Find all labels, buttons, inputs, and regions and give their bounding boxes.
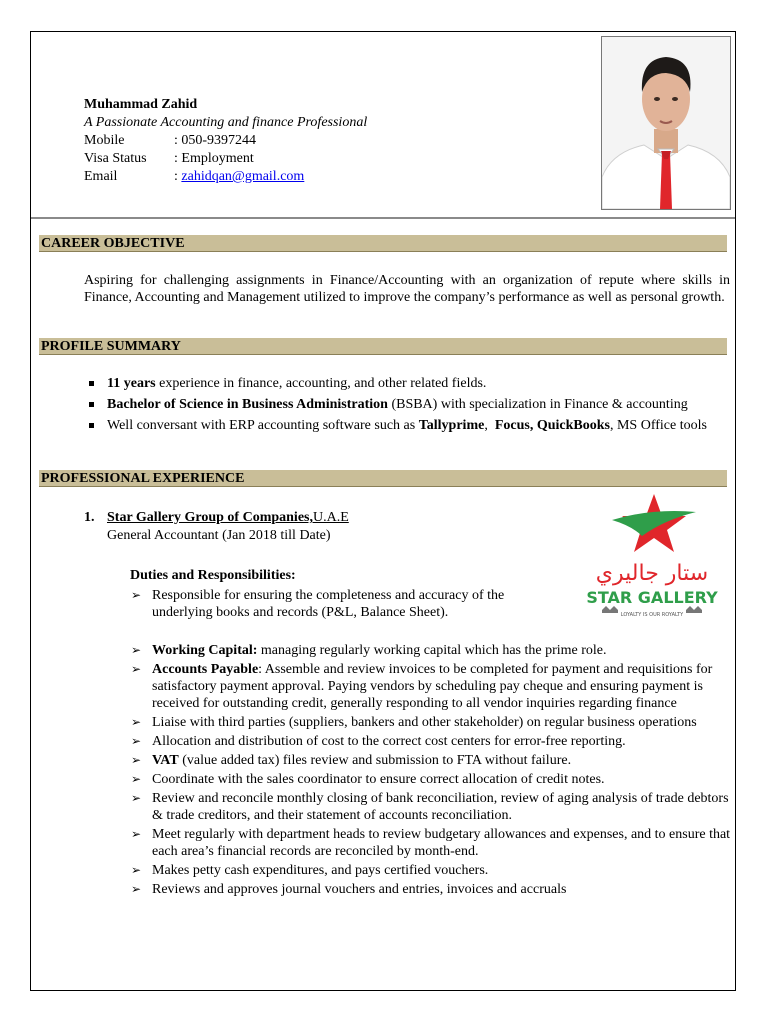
list-item [131, 661, 731, 712]
company-name: Star Gallery Group of Companies, [107, 510, 313, 525]
square-bullet-icon [89, 402, 94, 407]
section-heading-profile-summary: PROFILE SUMMARY [39, 338, 727, 355]
arrow-bullet-icon: ➢ [131, 662, 142, 676]
candidate-tagline: A Passionate Accounting and finance Professional [84, 115, 368, 130]
arrow-bullet-icon: ➢ [131, 827, 142, 841]
summary-text: experience in finance, accounting, and other related fields. [155, 376, 487, 391]
summary-text: Well conversant with ERP accounting software such as [107, 418, 419, 433]
arrow-bullet-icon: ➢ [131, 882, 142, 896]
duties-list [131, 642, 731, 900]
summary-bold-text: Focus, QuickBooks [494, 418, 610, 433]
arrow-bullet-icon: ➢ [131, 734, 142, 748]
list-item [131, 587, 541, 621]
section-heading-career-objective: CAREER OBJECTIVE [39, 235, 727, 252]
contact-label: Email [84, 169, 118, 184]
contact-prefix: : [174, 169, 182, 184]
duty-text: managing regularly working capital which has the prime role. [257, 643, 607, 658]
square-bullet-icon [89, 423, 94, 428]
summary-text: (BSBA) with specialization in Finance & accounting [387, 397, 688, 412]
logo-arabic-text: ستار جاليري [595, 561, 709, 586]
list-item [131, 642, 731, 659]
job-entry [84, 509, 349, 545]
arrow-bullet-icon: ➢ [131, 588, 142, 602]
career-objective-text: Aspiring for challenging assignments in Finance/Accounting with an organization of repute where skills in Finance, Accounting and Management utilized to improve the company’s performance as well as personal growth. [84, 273, 730, 305]
duty-bold-text: Working Capital: [152, 643, 258, 658]
email-link[interactable]: zahidqan@gmail.com [181, 169, 305, 184]
contact-block [84, 96, 367, 186]
crown-icon [602, 606, 618, 613]
list-item [131, 771, 731, 788]
contact-value: : Employment [174, 151, 254, 166]
section-heading-professional-experience: PROFESSIONAL EXPERIENCE [39, 470, 727, 487]
arrow-bullet-icon: ➢ [131, 643, 142, 657]
list-item [87, 417, 730, 434]
arrow-bullet-icon: ➢ [131, 772, 142, 786]
duty-text: Meet regularly with department heads to review budgetary allowances and expenses, and to ensure that each area’s financial records are reconciled by month-end. [152, 827, 731, 859]
duty-text: Allocation and distribution of cost to the correct cost centers for error-free reporting. [152, 734, 626, 749]
arrow-bullet-icon: ➢ [131, 753, 142, 767]
contact-value: : 050-9397244 [174, 133, 257, 148]
profile-summary-list [87, 375, 730, 438]
summary-text: , [484, 418, 495, 433]
square-bullet-icon [89, 381, 94, 386]
list-item [131, 881, 731, 898]
profile-photo [601, 36, 731, 210]
summary-bold-text: Tallyprime [418, 418, 485, 433]
duty-text: Responsible for ensuring the completeness and accuracy of the underlying books and records (P&L, Balance Sheet). [152, 588, 505, 620]
contact-label: Visa Status [84, 151, 147, 166]
logo-slogan-text: LOYALTY IS OUR ROYALTY [620, 612, 684, 618]
duties-list-first [131, 587, 541, 623]
duty-text: Reviews and approves journal vouchers and entries, invoices and accruals [152, 882, 567, 897]
resume-page [30, 31, 736, 991]
duty-text: (value added tax) files review and submission to FTA without failure. [178, 753, 572, 768]
duty-text: : Assemble and review invoices to be completed for payment and requisitions for satisfactory payment approval. Paying vendors by scheduling pay cheque and ensuring payment is received for outstanding credit, generally responding to all vendor inquiries regarding finance [152, 662, 713, 711]
list-item [131, 752, 731, 769]
list-item [87, 375, 730, 392]
candidate-name: Muhammad Zahid [84, 97, 198, 112]
duty-text: Review and reconcile monthly closing of bank reconciliation, review of aging analysis of trade debtors & trade creditors, and their statement of accounts reconciliation. [152, 791, 729, 823]
job-title-line [84, 509, 349, 527]
company-location: U.A.E [313, 510, 349, 525]
crown-icon [686, 606, 702, 613]
duty-text: Coordinate with the sales coordinator to ensure correct allocation of credit notes. [152, 772, 605, 787]
arrow-bullet-icon: ➢ [131, 715, 142, 729]
contact-row-mobile [84, 132, 367, 150]
duties-heading: Duties and Responsibilities: [130, 568, 296, 583]
duty-bold-text: Accounts Payable [152, 662, 259, 677]
header-divider [31, 217, 735, 219]
duty-bold-text: VAT [152, 753, 179, 768]
summary-bold-text: 11 years [107, 376, 156, 391]
logo-english-label: STAR GALLERY [586, 588, 718, 607]
contact-row-visa [84, 150, 367, 168]
list-item [131, 862, 731, 879]
star-logo-icon [572, 490, 732, 620]
contact-row-email [84, 168, 367, 186]
arrow-bullet-icon: ➢ [131, 863, 142, 877]
summary-text: , MS Office tools [609, 418, 707, 433]
list-item [131, 714, 731, 731]
star-gallery-logo [572, 490, 732, 620]
duty-text: Makes petty cash expenditures, and pays certified vouchers. [152, 863, 489, 878]
list-item [131, 733, 731, 750]
summary-bold-text: Bachelor of Science in Business Administration [107, 397, 388, 412]
duty-text: Liaise with third parties (suppliers, bankers and other stakeholder) on regular business operations [152, 715, 697, 730]
list-item [131, 790, 731, 824]
job-number: 1. [84, 510, 95, 525]
list-item [131, 826, 731, 860]
contact-label: Mobile [84, 133, 125, 148]
logo-english-text [586, 588, 718, 607]
list-item [87, 396, 730, 413]
job-role: General Accountant (Jan 2018 till Date) [107, 528, 331, 543]
arrow-bullet-icon: ➢ [131, 791, 142, 805]
